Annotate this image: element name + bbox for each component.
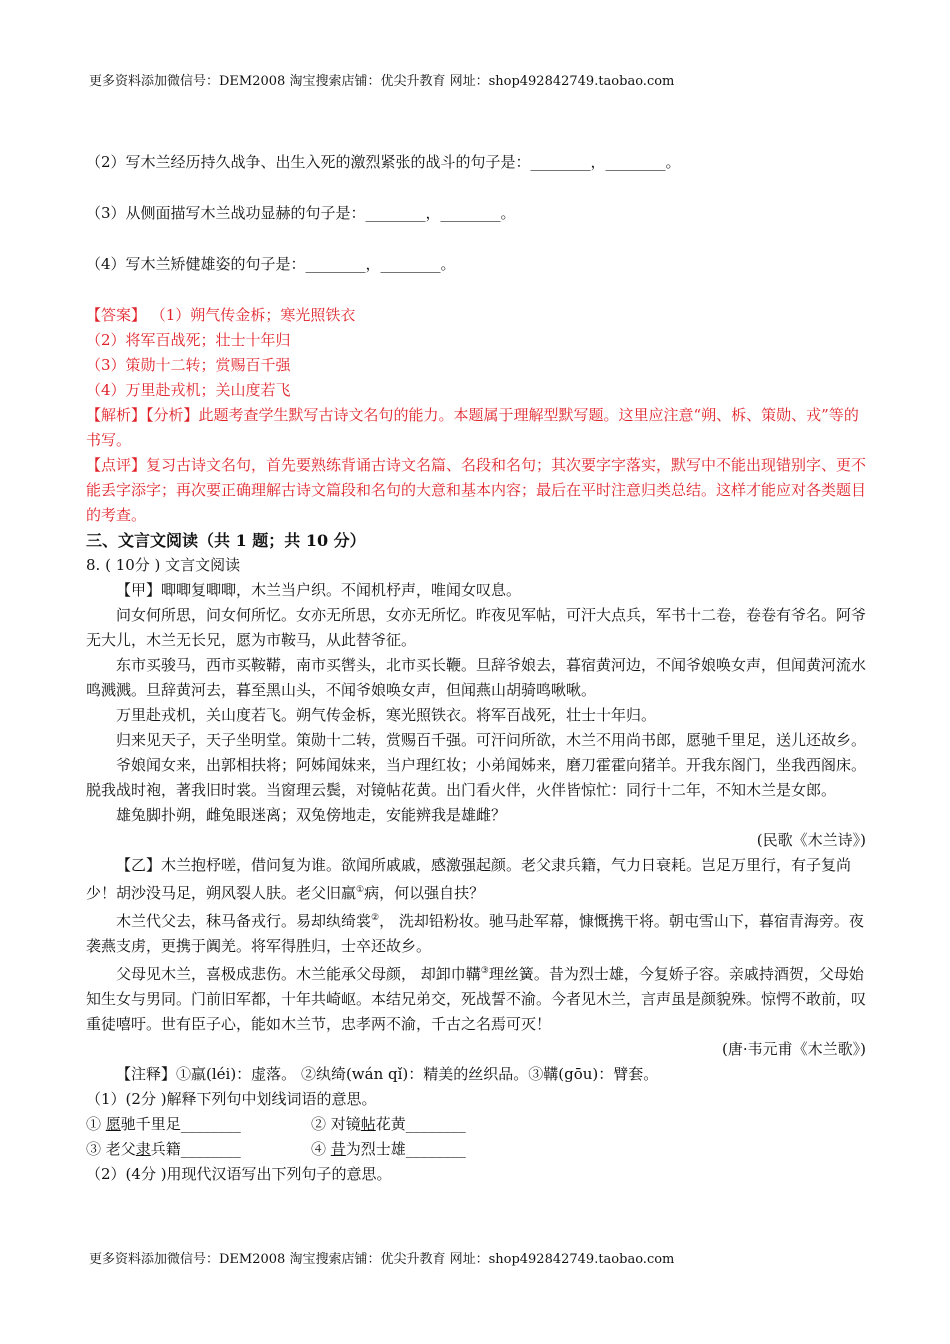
sub-item-4-pre: ④ (311, 1140, 331, 1158)
question-2: （2）写木兰经历持久战争、出生入死的激烈紧张的战斗的句子是：________，________。 (86, 153, 681, 171)
question-4: （4）写木兰矫健雄姿的句子是：________，________。 (86, 255, 456, 273)
underlined-word-4: 昔 (330, 1140, 346, 1158)
sub-question-2-stem: （2）(4分 )用现代汉语写出下列句子的意思。 (86, 1165, 392, 1183)
answer-3: （3）策勋十二转；赏赐百千强 (86, 356, 291, 374)
sub-item-3-post: 兵籍________ (150, 1140, 241, 1158)
jia-source: (民歌《木兰诗》) (756, 831, 866, 849)
question-3: （3）从侧面描写木兰战功显赫的句子是：________，________。 (86, 204, 516, 222)
yi-para-2 (86, 906, 866, 959)
jia-para-4: 万里赴戎机，关山度若飞。朔气传金柝，寒光照铁衣。将军百战死，壮士十年归。 (116, 706, 657, 724)
yi-para-3 (86, 959, 866, 1037)
sub-item-1-pre: ① (86, 1115, 106, 1133)
yi-para-2-text-a: 木兰代父去，秣马备戎行。易却纨绮裳 (116, 912, 372, 930)
answer-2: （2）将军百战死；壮士十年归 (86, 331, 291, 349)
sub-item-1 (86, 1112, 311, 1137)
answer-comment: 【点评】复习古诗文名句，首先要熟练背诵古诗文名篇、名段和名句；其次要字字落实，默写中不能出现错别字、更不能丢字添字；再次要正确理解古诗文篇段和名句的大意和基本内容；最后在平时注意归类总结。这样才能应对各类题目的考查。 (86, 456, 867, 524)
jia-para-7: 雄兔脚扑朔，雌兔眼迷离；双兔傍地走，安能辨我是雄雌？ (116, 806, 507, 824)
sub-item-4-post: 为烈士雄________ (345, 1140, 466, 1158)
underlined-word-2: 帖 (360, 1115, 376, 1133)
note-mark-1: ① (356, 885, 365, 895)
yi-para-1-end: 病，何以强自扶？ (364, 884, 485, 902)
yi-para-3-text-b: 理丝簧。昔为烈士雄，今复娇子容。亲戚持酒贺，父母始知生女与男同。门前旧军都，十年共崎岖。本结兄弟交，死战誓不渝。今者见木兰，言声虽是颜貌殊。惊愕不敢前，叹重徒嘻吁。世有臣子心，能如木兰节，忠孝两不渝，千古之名焉可灭！ (86, 965, 867, 1033)
sub-item-3 (86, 1137, 311, 1162)
sub-question-1-stem: （1）(2分 )解释下列句中划线词语的意思。 (86, 1090, 377, 1108)
sub-item-2 (311, 1112, 536, 1137)
yi-para-3-text-a: 父母见木兰，喜极成悲伤。木兰能承父母颜， 却卸巾鞲 (116, 965, 481, 983)
sub-item-1-post: 驰千里足________ (120, 1115, 241, 1133)
answer-1: 【答案】 （1）朔气传金柝；寒光照铁衣 (86, 306, 356, 324)
notes: 【注释】①羸(léi)：虚落。 ②纨绮(wán qǐ)：精美的丝织品。③鞲(gōu)：臂套。 (116, 1065, 659, 1083)
sub-question-1-row-1 (86, 1112, 866, 1137)
sub-item-3-pre: ③ 老父 (86, 1140, 136, 1158)
jia-para-3: 东市买骏马，西市买鞍鞯，南市买辔头，北市买长鞭。旦辞爷娘去，暮宿黄河边，不闻爷娘唤女声，但闻黄河流水鸣溅溅。旦辞黄河去，暮至黑山头，不闻爷娘唤女声，但闻燕山胡骑鸣啾啾。 (86, 656, 867, 699)
answer-4: （4）万里赴戎机；关山度若飞 (86, 381, 291, 399)
page-header: 更多资料添加微信号：DEM2008 淘宝搜索店铺：优尖升教育 网址：shop492842749.taobao.com (89, 74, 675, 89)
underlined-word-1: 愿 (105, 1115, 121, 1133)
note-mark-2: ② (371, 913, 380, 923)
jia-para-6: 爷娘闻女来，出郭相扶将；阿姊闻妹来，当户理红妆；小弟闻姊来，磨刀霍霍向猪羊。开我东阁门，坐我西阁床。脱我战时袍，著我旧时裳。当窗理云鬓，对镜帖花黄。出门看火伴，火伴皆惊忙：同行十二年，不知木兰是女郎。 (86, 756, 867, 799)
yi-para-2-text-b: ， 洗却铅粉妆。驰马赴军幕，慷慨携干将。朝屯雪山下，暮宿青海旁。夜袭燕支虏，更携于阗羌。将军得胜归，士卒还故乡。 (86, 912, 864, 955)
yi-para-1-text: 【乙】木兰抱杼嗟，借问复为谁。欲闻所戚戚，感激强起颜。老父隶兵籍，气力日衰耗。岂足万里行，有子复尚少！胡沙没马足，朔风裂人肤。老父旧羸 (86, 856, 852, 902)
sub-item-2-pre: ② 对镜 (311, 1115, 361, 1133)
underlined-word-3: 隶 (135, 1140, 151, 1158)
sub-question-1-row-2 (86, 1137, 866, 1162)
document-body (86, 150, 866, 1187)
section-title: 三、文言文阅读（共 1 题；共 10 分） (86, 531, 366, 550)
note-mark-3: ③ (480, 966, 489, 976)
jia-para-1: 【甲】唧唧复唧唧，木兰当户织。不闻机杼声，唯闻女叹息。 (116, 581, 522, 599)
yi-source: (唐·韦元甫《木兰歌》) (722, 1040, 866, 1058)
sub-item-4 (311, 1137, 536, 1162)
answer-analysis: 【解析】【分析】此题考查学生默写古诗文名句的能力。本题属于理解型默写题。这里应注意“朔、柝、策勋、戎”等的书写。 (86, 406, 859, 449)
page-footer: 更多资料添加微信号：DEM2008 淘宝搜索店铺：优尖升教育 网址：shop492842749.taobao.com (89, 1252, 675, 1267)
question-8-stem: 8. ( 10分 ) 文言文阅读 (86, 556, 241, 574)
sub-item-2-post: 花黄________ (375, 1115, 466, 1133)
jia-para-2: 问女何所思，问女何所忆。女亦无所思，女亦无所忆。昨夜见军帖，可汗大点兵，军书十二卷，卷卷有爷名。阿爷无大儿，木兰无长兄，愿为市鞍马，从此替爷征。 (86, 606, 867, 649)
jia-para-5: 归来见天子，天子坐明堂。策勋十二转，赏赐百千强。可汗问所欲，木兰不用尚书郎，愿驰千里足，送儿还故乡。 (116, 731, 867, 749)
yi-para-1 (86, 853, 866, 906)
answer-block (86, 303, 866, 528)
